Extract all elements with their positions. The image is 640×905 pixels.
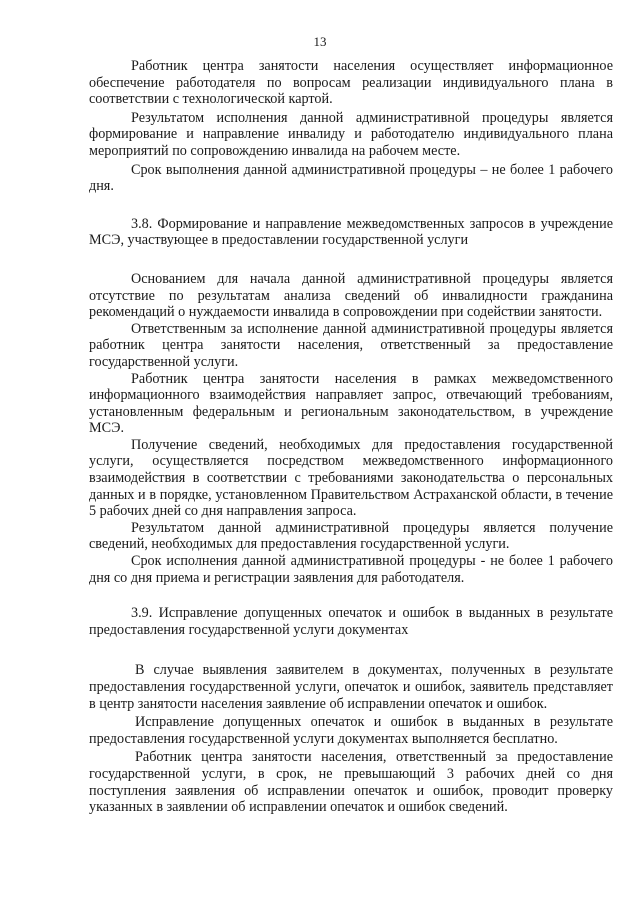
document-body [89,58,613,816]
paragraph: Исправление допущенных опечаток и ошибок в выданных в результате предоставления государственной услуги документах выполняется бесплатно. [89,714,613,747]
paragraph: В случае выявления заявителем в документах, полученных в результате предоставления государственной услуги, опечаток и ошибок, заявитель представляет в центр занятости населения заявление об исправлении опечаток и ошибок. [89,662,613,712]
paragraph: Работник центра занятости населения осуществляет информационное обеспечение работодателя по вопросам реализации индивидуального плана в соответствии с технологической картой. [89,58,613,108]
page-number: 13 [313,34,327,49]
paragraph: Ответственным за исполнение данной административной процедуры является работник центра занятости населения, ответственный за предоставление государственной услуги. [89,320,613,370]
paragraph: Основанием для начала данной административной процедуры является отсутствие по результатам анализа сведений об инвалидности гражданина рекомендаций о нуждаемости инвалида в сопровождении при содействии занятости. [89,270,613,321]
paragraph: Результатом данной административной процедуры является получение сведений, необходимых для предоставления государственной услуги. [89,519,613,553]
paragraph: Работник центра занятости населения в рамках межведомственного информационного взаимодействия направляет запрос, отвечающий требованиям, установленным федеральным и региональным законодательством, в учреждение МСЭ. [89,370,613,437]
paragraph: Срок выполнения данной административной процедуры – не более 1 рабочего дня. [89,161,613,195]
paragraph: Получение сведений, необходимых для предоставления государственной услуги, осуществляется посредством межведомственного информационного взаимодействия в соответствии с требованиями законодательства о персональных данных и в порядке, установленном Правительством Астраханской области, в течение 5 рабочих дней со дня направления запроса. [89,436,613,520]
paragraph: Работник центра занятости населения, ответственный за предоставление государственной услуги, в срок, не превышающий 3 рабочих дней со дня поступления заявления об исправлении опечаток и ошибок, проводит проверку указанных в заявлении об исправлении опечаток и ошибок сведений. [89,749,613,816]
section-3-7-tail [89,58,613,195]
section-3-8 [89,216,613,586]
paragraph: Результатом исполнения данной административной процедуры является формирование и направление инвалиду и работодателю индивидуального плана мероприятий по сопровождению инвалида на рабочем месте. [89,109,613,159]
section-heading: 3.8. Формирование и направление межведомственных запросов в учреждение МСЭ, участвующее в предоставлении государственной услуги [89,215,613,249]
section-heading: 3.9. Исправление допущенных опечаток и ошибок в выданных в результате предоставления государственной услуги документах [89,605,613,638]
paragraph: Срок исполнения данной административной процедуры - не более 1 рабочего дня со дня приема и регистрации заявления для работодателя. [89,553,613,586]
section-3-9 [89,605,613,816]
